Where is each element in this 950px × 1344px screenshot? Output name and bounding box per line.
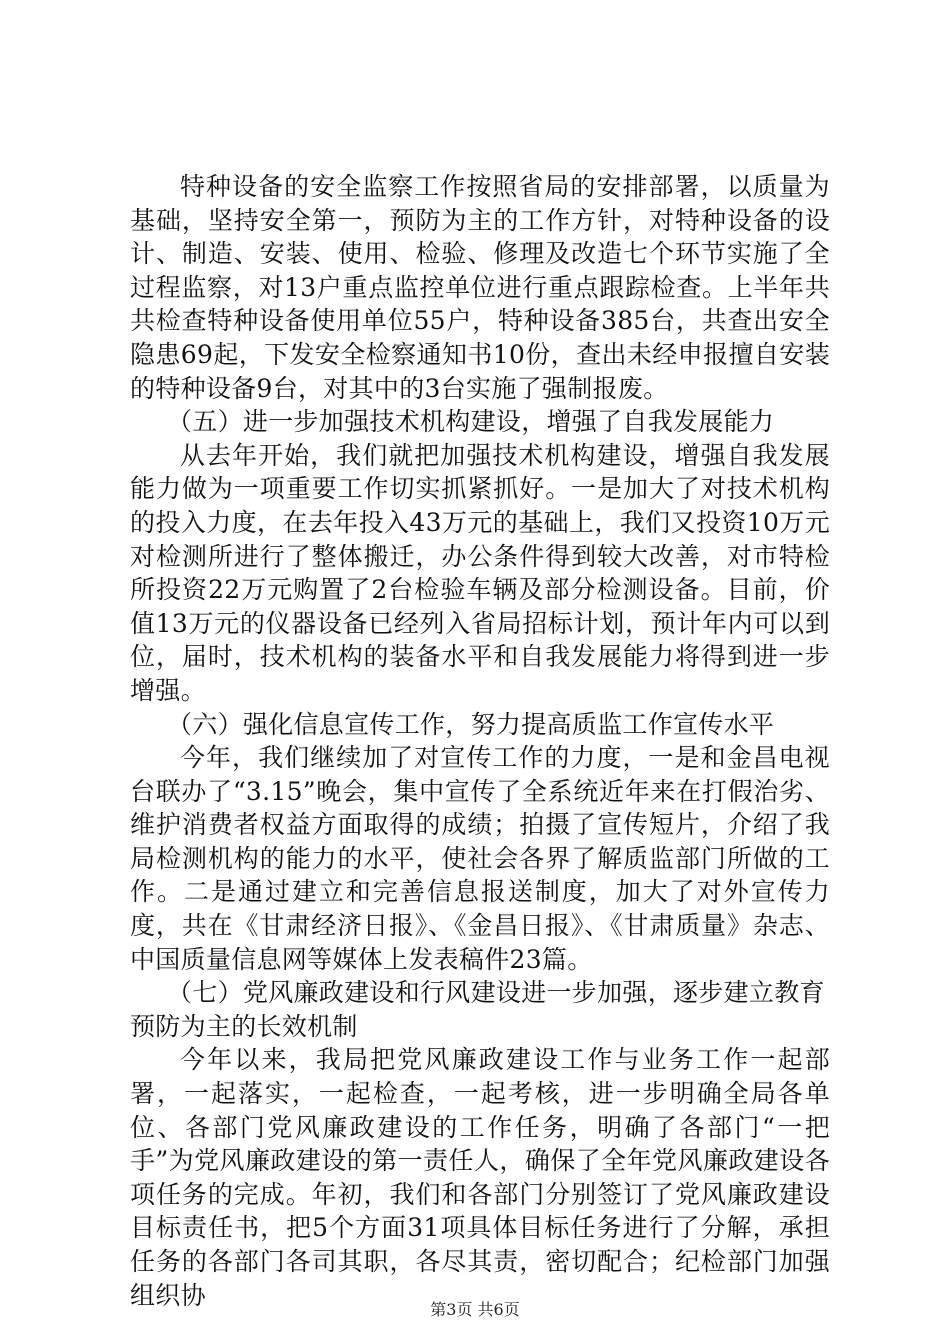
page-number-label: 第3页 共6页 — [430, 1300, 520, 1319]
section-heading-7: （七）党风廉政建设和行风建设进一步加强，逐步建立教育预防为主的长效机制 — [130, 978, 825, 1041]
section-heading-6: （六）强化信息宣传工作，努力提高质监工作宣传水平 — [167, 709, 775, 739]
paragraph-technical-institutions: 从去年开始，我们就把加强技术机构建设，增强自我发展能力做为一项重要工作切实抓紧抓好。一是加大了对技术机构的投入力度，在去年投入43万元的基础上，我们又投资10万元对检测所进行了整体搬迁，办公条件得到较大改善，对市特检所投资22万元购置了2台检验车辆及部分检测设备。目前，价值13万元的仪器设备已经列入省局招标计划，预计年内可以到位，届时，技术机构的装备水平和自我发展能力将得到进一步增强。 — [130, 440, 830, 705]
paragraph-party-conduct: 今年以来，我局把党风廉政建设工作与业务工作一起部署，一起落实，一起检查，一起考核，进一步明确全局各单位、各部门党风廉政建设的工作任务，明确了各部门“一把手”为党风廉政建设的第一责任人，确保了全年党风廉政建设各项任务的完成。年初，我们和各部门分别签订了党风廉政建设目标责任书，把5个方面31项具体目标任务进行了分解，承担任务的各部门各司其职，各尽其责，密切配合；纪检部门加强组织协 — [130, 1045, 830, 1310]
page-footer — [0, 1300, 950, 1320]
document-body — [130, 170, 830, 1312]
section-heading-5: （五）进一步加强技术机构建设，增强了自我发展能力 — [167, 407, 775, 437]
paragraph-publicity: 今年，我们继续加了对宣传工作的力度，一是和金昌电视台联办了“3.15”晚会，集中宣传了全系统近年来在打假治劣、维护消费者权益方面取得的成绩；拍摄了宣传短片，介绍了我局检测机构的能力的水平，使社会各界了解质监部门所做的工作。二是通过建立和完善信息报送制度，加大了对外宣传力度，共在《甘肃经济日报》、《金昌日报》、《甘肃质量》杂志、中国质量信息网等媒体上发表稿件23篇。 — [130, 743, 830, 974]
paragraph-special-equipment: 特种设备的安全监察工作按照省局的安排部署，以质量为基础，坚持安全第一，预防为主的工作方针，对特种设备的设计、制造、安装、使用、检验、修理及改造七个环节实施了全过程监察，对13户重点监控单位进行重点跟踪检查。上半年共共检查特种设备使用单位55户，特种设备385台，共查出安全隐患69起，下发安全检察通知书10份，查出未经申报擅自安装的特种设备9台，对其中的3台实施了强制报废。 — [130, 172, 830, 403]
